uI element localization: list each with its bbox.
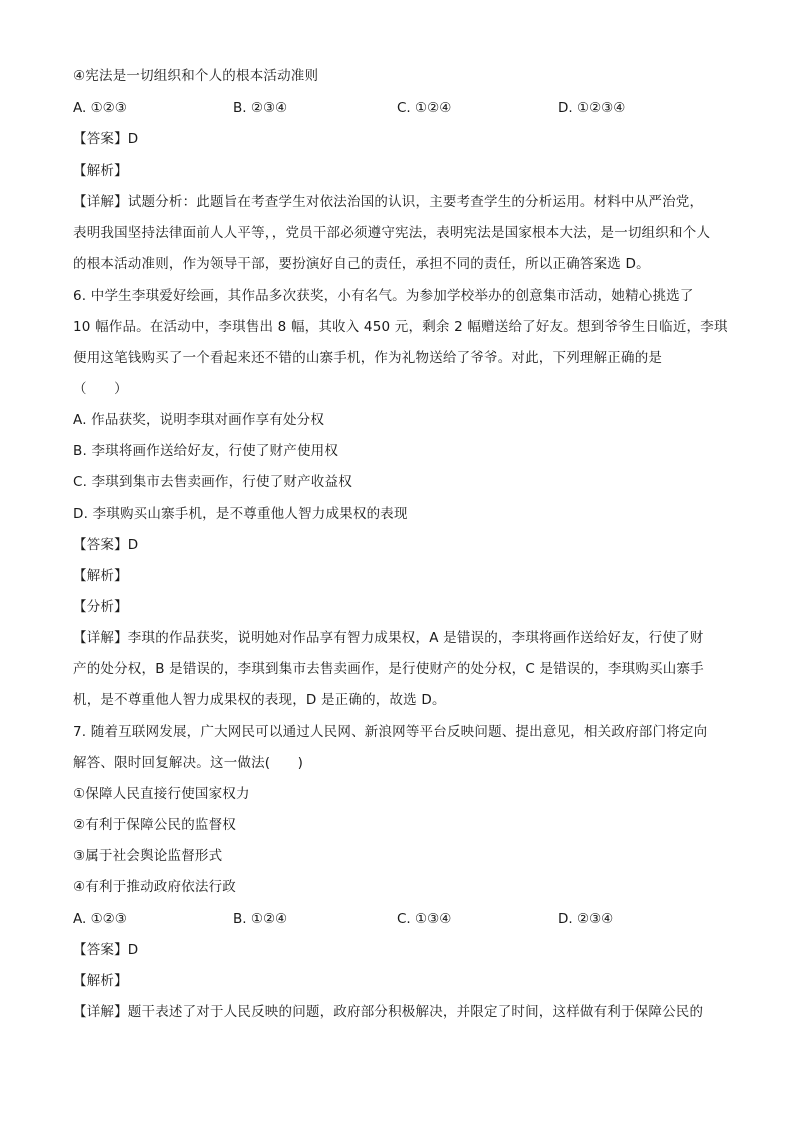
q6-analyze-heading: 【分析】 <box>73 599 128 615</box>
q5-answer: 【答案】D <box>73 131 139 147</box>
q6-option-d: D. 李琪购买山寨手机，是不尊重他人智力成果权的表现 <box>73 506 408 522</box>
q6-stem-line: 6. 中学生李琪爱好绘画，其作品多次获奖，小有名气。为参加学校举办的创意集市活动，她精心挑选了 <box>73 288 694 304</box>
q7-statement-2: ②有利于保障公民的监督权 <box>73 817 237 833</box>
q5-option-d: D. ①②③④ <box>558 100 626 116</box>
q7-options-row <box>73 909 733 929</box>
q6-answer-blank: （ ） <box>73 381 128 397</box>
q5-option-c: C. ①②④ <box>397 100 452 116</box>
q7-analysis-heading: 【解析】 <box>73 973 128 989</box>
q5-options-row <box>73 98 733 118</box>
q7-stem-line: 解答、限时回复解决。这一做法( ) <box>73 755 304 771</box>
q7-option-c: C. ①③④ <box>397 911 452 927</box>
q5-explanation-line: 表明我国坚持法律面前人人平等，，党员干部必须遵守宪法，表明宪法是国家根本大法，是一切组织和个人 <box>73 225 711 241</box>
q5-analysis-heading: 【解析】 <box>73 163 128 179</box>
q6-explanation-line: 【详解】李琪的作品获奖，说明她对作品享有智力成果权，A 是错误的，李琪将画作送给好友，行使了财 <box>73 630 704 646</box>
q6-analysis-heading: 【解析】 <box>73 568 128 584</box>
q6-stem-line: 便用这笔钱购买了一个看起来还不错的山寨手机，作为礼物送给了爷爷。对此，下列理解正确的是 <box>73 350 663 366</box>
q6-option-a: A. 作品获奖，说明李琪对画作享有处分权 <box>73 412 325 428</box>
q7-statement-4: ④有利于推动政府依法行政 <box>73 879 237 895</box>
q5-option-a: A. ①②③ <box>73 100 127 116</box>
q6-explanation-line: 机，是不尊重他人智力成果权的表现，D 是正确的，故选 D。 <box>73 692 446 708</box>
q7-option-b: B. ①②④ <box>233 911 288 927</box>
q6-answer: 【答案】D <box>73 537 139 553</box>
statement-4-line: ④宪法是一切组织和个人的根本活动准则 <box>73 68 319 84</box>
q7-option-d: D. ②③④ <box>558 911 614 927</box>
q7-explanation-line: 【详解】题干表述了对于人民反映的问题，政府部分积极解决，并限定了时间，这样做有利于保障公民的 <box>73 1004 704 1020</box>
q5-option-b: B. ②③④ <box>233 100 288 116</box>
q7-stem-line: 7. 随着互联网发展，广大网民可以通过人民网、新浪网等平台反映问题、提出意见，相关政府部门将定向 <box>73 724 708 740</box>
q7-statement-1: ①保障人民直接行使国家权力 <box>73 786 250 802</box>
q7-statement-3: ③属于社会舆论监督形式 <box>73 848 223 864</box>
q5-explanation-line: 【详解】试题分析：此题旨在考查学生对依法治国的认识，主要考查学生的分析运用。材料中从严治党， <box>73 194 704 210</box>
q6-option-c: C. 李琪到集市去售卖画作，行使了财产收益权 <box>73 474 352 490</box>
q5-explanation-line: 的根本活动准则，作为领导干部，要扮演好自己的责任，承担不同的责任，所以正确答案选 D。 <box>73 256 650 272</box>
q6-explanation-line: 产的处分权，B 是错误的，李琪到集市去售卖画作，是行使财产的处分权，C 是错误的，李琪购买山寨手 <box>73 661 704 677</box>
q6-stem-line: 10 幅作品。在活动中，李琪售出 8 幅，其收入 450 元，剩余 2 幅赠送给了好友。想到爷爷生日临近，李琪 <box>73 319 728 335</box>
q7-answer: 【答案】D <box>73 942 139 958</box>
q6-option-b: B. 李琪将画作送给好友，行使了财产使用权 <box>73 443 339 459</box>
q7-option-a: A. ①②③ <box>73 911 127 927</box>
